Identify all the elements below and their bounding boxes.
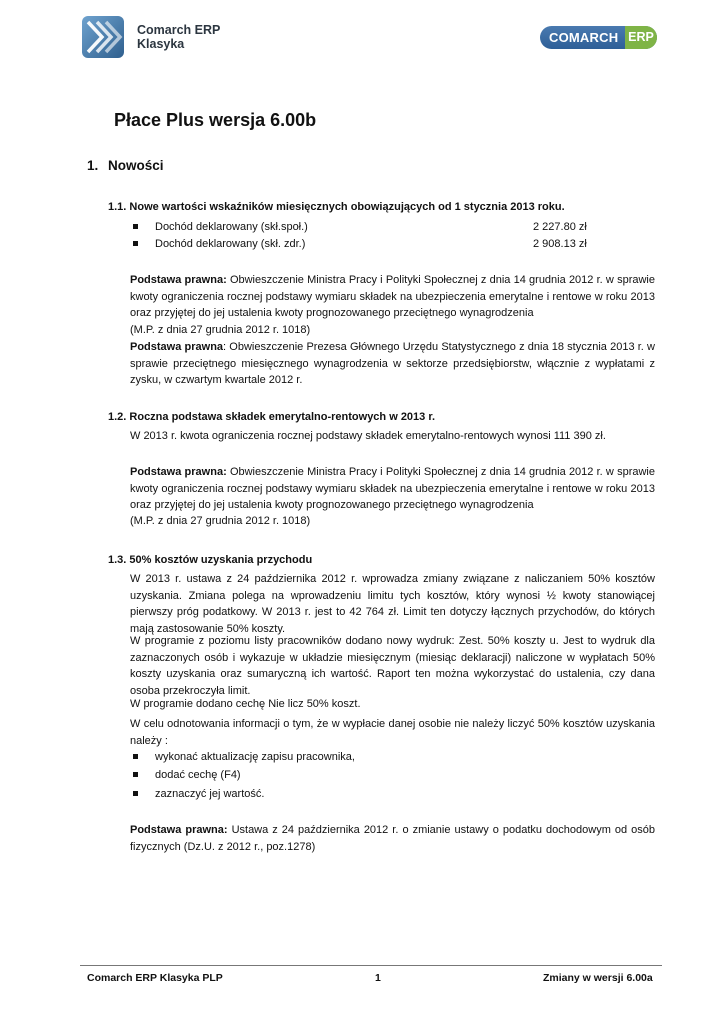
paragraph: W 2013 r. kwota ograniczenia rocznej podstawy składek emerytalno-rentowych wynosi 111 390 zł. [130, 430, 606, 442]
page-number: 1 [375, 972, 381, 984]
bullet-icon [133, 754, 138, 759]
legal-basis-text: Obwieszczenie Ministra Pracy i Polityki Społecznej z dnia 14 grudnia 2012 r. w sprawie kwoty ograniczenia rocznej podstawy wymiaru składek na ubezpieczenia emerytalne i rentowe w roku 2013 oraz przyjętej do jej ustalenia kwoty prognozowanego przeciętnego wynagrodzenia [130, 466, 655, 511]
subsection-1-1-heading: 1.1. Nowe wartości wskaźników miesięcznych obowiązujących od 1 stycznia 2013 roku. [108, 201, 565, 213]
legal-basis-paragraph [130, 464, 655, 514]
legal-reference: (M.P. z dnia 27 grudnia 2012 r. 1018) [130, 324, 311, 336]
footer-divider [80, 965, 662, 966]
bullet-icon [133, 224, 138, 229]
legal-basis-label: Podstawa prawna: [130, 274, 227, 286]
erp-badge: ERP [625, 26, 657, 49]
section-number: 1. [87, 158, 99, 173]
indicator-label: Dochód deklarowany (skł.społ.) [155, 221, 308, 233]
klasyka-logo-icon [82, 16, 124, 58]
logo-text-line2: Klasyka [137, 37, 185, 51]
bullet-icon [133, 791, 138, 796]
footer-right: Zmiany w wersji 6.00a [543, 972, 653, 984]
paragraph: W programie dodano cechę Nie licz 50% koszt. [130, 698, 361, 710]
document-title: Płace Plus wersja 6.00b [114, 110, 317, 130]
legal-basis-paragraph [130, 822, 655, 855]
comarch-erp-klasyka-logo [82, 16, 252, 62]
logo-text [137, 23, 220, 51]
paragraph: W programie z poziomu listy pracowników dodano nowy wydruk: Zest. 50% koszty u. Jest to wydruk dla zaznaczonych osób i wykazuje w układzie miesięcznym (miesiąc deklaracji) naliczone w wypłatach 50% koszty uzyskania oraz sumaryczną ich wartość. Raport ten można wykorzystać do ustalenia, czy dana osoba przekroczyła limit. [130, 635, 655, 697]
paragraph: W 2013 r. ustawa z 24 października 2012 r. wprowadza zmiany związane z naliczaniem 50% kosztów uzyskania. Zmiana polega na wprowadzeniu limitu tych kosztów, który wynosi ½ kwoty stanowiącej pierwszy próg podatkowy. W 2013 r. jest to 42 764 zł. Limit ten dotyczy łącznych przychodów, do których mają zastosowanie 50% koszty. [130, 573, 655, 635]
comarch-erp-logo [540, 26, 657, 49]
legal-basis-label: Podstawa prawna [130, 341, 224, 353]
list-item-text: dodać cechę (F4) [155, 769, 241, 781]
list-item-text: zaznaczyć jej wartość. [155, 788, 265, 800]
legal-basis-paragraph [130, 339, 655, 389]
logo-text-line1: Comarch ERP [137, 23, 221, 37]
indicator-value: 2 908.13 zł [533, 238, 587, 250]
section-title: Nowości [108, 158, 164, 173]
comarch-wordmark: COMARCH [549, 30, 619, 45]
legal-basis-paragraph [130, 272, 655, 322]
subsection-1-2-heading: 1.2. Roczna podstawa składek emerytalno-rentowych w 2013 r. [108, 411, 436, 423]
list-item-text: wykonać aktualizację zapisu pracownika, [155, 751, 355, 763]
legal-basis-text: Obwieszczenie Ministra Pracy i Polityki Społecznej z dnia 14 grudnia 2012 r. w sprawie kwoty ograniczenia rocznej podstawy wymiaru składek na ubezpieczenia emerytalne i rentowe w roku 2013 oraz przyjętej do jej ustalenia kwoty prognozowanego przeciętnego wynagrodzenia [130, 274, 655, 319]
legal-basis-text: Ustawa z 24 października 2012 r. o zmianie ustawy o podatku dochodowym od osób fizycznych (Dz.U. z 2012 r., poz.1278) [130, 824, 655, 853]
legal-basis-text: : Obwieszczenie Prezesa Głównego Urzędu Statystycznego z dnia 18 stycznia 2013 r. w sprawie przeciętnego miesięcznego wynagrodzenia w sektorze przedsiębiorstw, włącznie z wypłatami z zysku, w czwartym kwartale 2012 r. [130, 341, 655, 386]
section-heading [87, 158, 164, 173]
footer-left: Comarch ERP Klasyka PLP [87, 972, 223, 984]
indicator-label: Dochód deklarowany (skł. zdr.) [155, 238, 306, 250]
subsection-1-3-heading: 1.3. 50% kosztów uzyskania przychodu [108, 554, 313, 566]
paragraph: W celu odnotowania informacji o tym, że w wypłacie danej osobie nie należy liczyć 50% kosztów uzyskania należy : [130, 718, 655, 747]
bullet-icon [133, 772, 138, 777]
bullet-icon [133, 241, 138, 246]
indicator-value: 2 227.80 zł [533, 221, 587, 233]
legal-basis-label: Podstawa prawna: [130, 466, 227, 478]
legal-reference: (M.P. z dnia 27 grudnia 2012 r. 1018) [130, 515, 311, 527]
legal-basis-label: Podstawa prawna: [130, 824, 228, 836]
